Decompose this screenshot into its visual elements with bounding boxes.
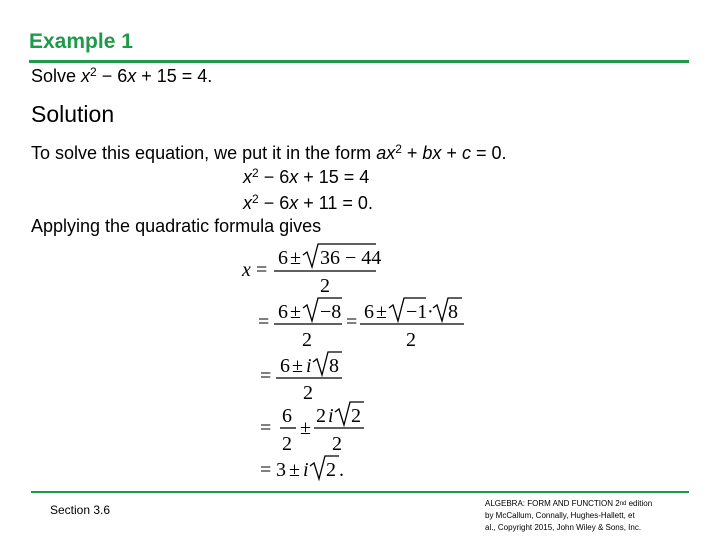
equation-step-1: $x^2 - 6x + 15 = 4$ (243, 166, 370, 187)
denominator-two: 2 (406, 329, 416, 351)
citation-line-1: ALGEBRA: FORM AND FUNCTION 2nd edition (485, 499, 653, 508)
problem-statement: Solve $x^2 - 6x + 15 = 4$. (31, 65, 213, 86)
imaginary-unit: i (306, 355, 312, 377)
footer-rule (31, 491, 689, 493)
multiplication-dot: · (427, 301, 434, 323)
terminal-period: . (339, 459, 344, 481)
equals-sign: = (260, 459, 272, 481)
denominator-two: 2 (282, 433, 292, 455)
denominator-two: 2 (303, 382, 313, 404)
footer-section: Section 3.6 (50, 503, 111, 517)
equals-sign: = (346, 311, 358, 333)
denominator-two: 2 (332, 433, 342, 455)
plus-minus-sign: ± (289, 459, 300, 481)
numerator-six: 6 (280, 355, 290, 377)
numerator-six: 6 (282, 405, 292, 427)
solution-heading: Solution (31, 101, 115, 127)
citation-line-2: by McCallum, Connally, Hughes-Hallett, et (485, 511, 635, 520)
constant-three: 3 (276, 459, 286, 481)
applying-text: Applying the quadratic formula gives (31, 216, 322, 236)
plus-minus-sign: ± (290, 247, 301, 269)
numerator-six: 6 (364, 301, 374, 323)
variable-x: x (242, 259, 251, 281)
equals-sign: = (256, 259, 268, 281)
imaginary-unit: i (328, 405, 334, 427)
title-underline (29, 60, 689, 63)
equals-sign: = (260, 365, 272, 387)
radicand: 2 (351, 405, 361, 427)
numerator-six: 6 (278, 247, 288, 269)
plus-minus-sign: ± (376, 301, 387, 323)
footer-citation (485, 498, 690, 534)
plus-minus-sign: ± (290, 301, 301, 323)
plus-minus-sign: ± (292, 355, 303, 377)
quadratic-formula-derivation (236, 238, 476, 483)
radicand: 36 − 44 (320, 247, 382, 269)
intro-text: To solve this equation, we put it in the form $ax^2$ + bx + c = 0. (31, 142, 507, 163)
denominator-two: 2 (320, 275, 330, 297)
slide-title: Example 1 (29, 30, 133, 53)
imaginary-unit: i (303, 459, 309, 481)
radicand: −1 (406, 301, 428, 323)
coefficient-two: 2 (316, 405, 326, 427)
denominator-two: 2 (302, 329, 312, 351)
radicand: −8 (320, 301, 342, 323)
radicand: 2 (326, 459, 336, 481)
citation-line-3: al., Copyright 2015, John Wiley & Sons, Inc. (485, 523, 642, 532)
equals-sign: = (258, 311, 270, 333)
equals-sign: = (260, 417, 272, 439)
radicand: 8 (448, 301, 458, 323)
equation-step-2: $x^2 - 6x + 11 = 0$. (243, 192, 373, 213)
plus-minus-sign: ± (300, 417, 311, 439)
numerator-six: 6 (278, 301, 288, 323)
radicand: 8 (329, 355, 339, 377)
